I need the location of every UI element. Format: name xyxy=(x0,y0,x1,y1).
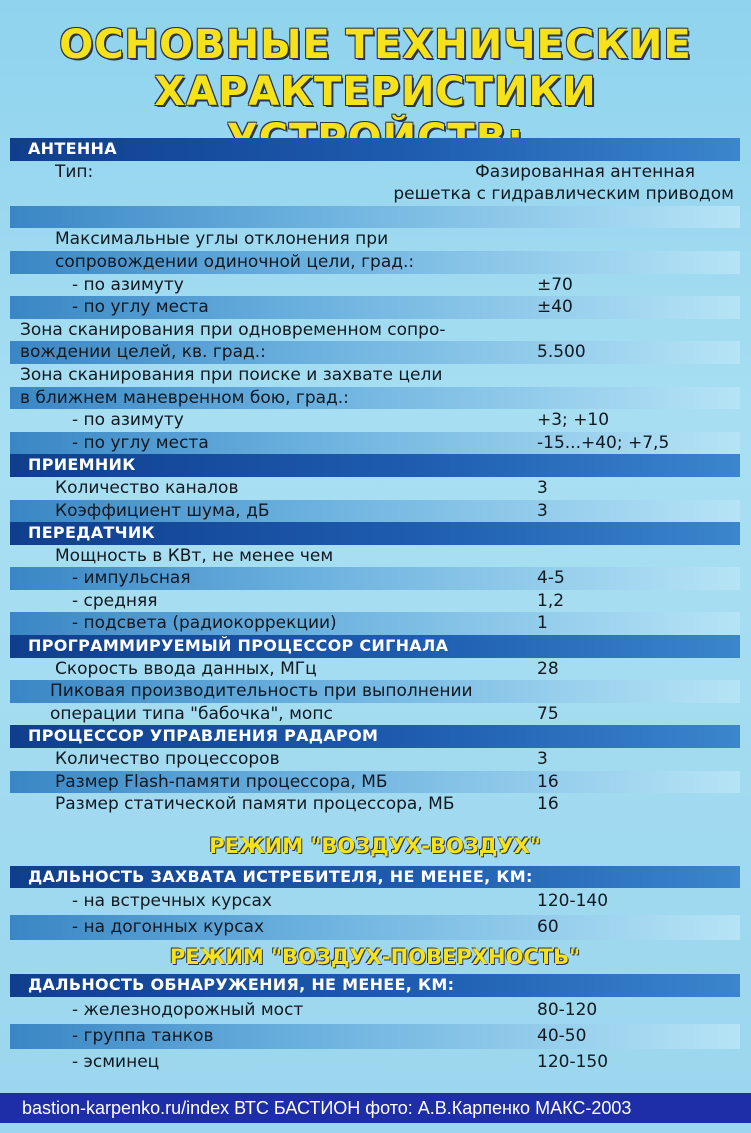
spec-value: 16 xyxy=(537,794,559,815)
spec-row xyxy=(10,161,740,184)
spec-row xyxy=(10,915,740,940)
mode-title-air-air: РЕЖИМ "ВОЗДУХ-ВОЗДУХ" xyxy=(209,833,541,858)
spec-row xyxy=(10,612,740,635)
spec-label: Зона сканирования при поиске и захвате цели xyxy=(20,364,443,385)
spec-label: - на встречных курсах xyxy=(72,891,272,912)
spec-row xyxy=(10,793,740,816)
spec-row xyxy=(10,364,740,387)
title-line-1: ОСНОВНЫЕ ТЕХНИЧЕСКИЕ xyxy=(59,22,692,68)
spec-row xyxy=(10,228,740,251)
spec-value: 80-120 xyxy=(537,1000,598,1020)
spec-row xyxy=(10,658,740,681)
spec-row xyxy=(10,590,740,613)
spec-row xyxy=(10,997,740,1024)
spec-label: - железнодорожный мост xyxy=(72,1000,304,1020)
spec-value: 1 xyxy=(537,613,548,634)
spec-label: Мощность в КВт, не менее чем xyxy=(55,545,334,566)
spec-row xyxy=(10,567,740,590)
spec-label: - на догонных курсах xyxy=(72,917,265,938)
spec-label: - средняя xyxy=(72,590,158,611)
spec-row xyxy=(10,748,740,771)
spec-value: +3; +10 xyxy=(537,410,610,431)
section-header-radar-processor: ПРОЦЕССОР УПРАВЛЕНИЯ РАДАРОМ xyxy=(10,725,740,748)
spec-sheet xyxy=(10,138,740,1075)
spec-label: Размер Flash-памяти процессора, МБ xyxy=(55,771,388,792)
spec-label: - по азимуту xyxy=(72,274,184,295)
spec-label: - эсминец xyxy=(72,1052,160,1072)
spec-row xyxy=(10,387,740,410)
spec-row xyxy=(10,500,740,523)
spec-label: Максимальные углы отклонения при xyxy=(55,229,389,250)
spec-value: ±70 xyxy=(537,274,573,295)
spec-value: -15...+40; +7,5 xyxy=(537,432,670,453)
section-header-signal-processor: ПРОГРАММИРУЕМЫЙ ПРОЦЕССОР СИГНАЛА xyxy=(10,635,740,658)
spec-value: 3 xyxy=(537,500,548,521)
spec-label: Коэффициент шума, дБ xyxy=(55,500,270,521)
spacer-row xyxy=(10,206,740,229)
spec-row xyxy=(10,341,740,364)
spec-value: 75 xyxy=(537,703,559,724)
spec-label: Пиковая производительность при выполнении xyxy=(50,681,473,702)
spec-label: - по углу места xyxy=(72,432,209,453)
section-header-antenna: АНТЕННА xyxy=(10,138,740,161)
spec-value: Фазированная антенная xyxy=(475,161,695,182)
spec-row xyxy=(10,409,740,432)
spec-value: 120-140 xyxy=(537,891,609,912)
spec-row xyxy=(10,432,740,455)
spec-row xyxy=(10,703,740,726)
spec-row xyxy=(10,251,740,274)
spec-label: Размер статической памяти процессора, МБ xyxy=(55,794,455,815)
spec-label: вождении целей, кв. град.: xyxy=(20,342,266,363)
spec-row xyxy=(10,1049,740,1075)
spec-value: 1,2 xyxy=(537,590,565,611)
section-header-receiver: ПРИЕМНИК xyxy=(10,454,740,477)
spec-row xyxy=(10,296,740,319)
spec-label: - импульсная xyxy=(72,568,191,589)
spec-label: операции типа "бабочка", мопс xyxy=(50,703,333,724)
spec-row xyxy=(10,319,740,342)
spec-value: 60 xyxy=(537,917,559,938)
spec-label: Скорость ввода данных, МГц xyxy=(55,658,317,679)
spec-label: - подсвета (радиокоррекции) xyxy=(72,613,337,634)
photo-credit-watermark: bastion-karpenko.ru/index ВТС БАСТИОН фото: А.В.Карпенко МАКС-2003 xyxy=(0,1093,751,1123)
title-line-2: ХАРАКТЕРИСТИКИ xyxy=(154,69,597,115)
spec-row xyxy=(10,183,740,206)
spec-value: 3 xyxy=(537,749,548,770)
spec-value: 28 xyxy=(537,658,559,679)
mode-title-air-surface: РЕЖИМ "ВОЗДУХ-ПОВЕРХНОСТЬ" xyxy=(169,945,581,970)
section-header-air-air: ДАЛЬНОСТЬ ЗАХВАТА ИСТРЕБИТЕЛЯ, НЕ МЕНЕЕ, КМ: xyxy=(10,866,740,889)
spec-value: 120-150 xyxy=(537,1052,609,1072)
spec-value: 3 xyxy=(537,477,548,498)
spec-row xyxy=(10,1024,740,1049)
spec-label: - группа танков xyxy=(72,1026,214,1046)
spec-label: сопровождении одиночной цели, град.: xyxy=(55,251,415,272)
spec-value: 5.500 xyxy=(537,342,586,363)
spec-row xyxy=(10,274,740,297)
spec-label: - по азимуту xyxy=(72,410,184,431)
spec-row xyxy=(10,888,740,915)
section-header-air-surface: ДАЛЬНОСТЬ ОБНАРУЖЕНИЯ, НЕ МЕНЕЕ, КМ: xyxy=(10,974,740,997)
spec-row xyxy=(10,545,740,568)
spec-row xyxy=(10,771,740,794)
spec-value: решетка с гидравлическим приводом xyxy=(393,184,734,205)
spec-label: Количество каналов xyxy=(55,477,239,498)
spec-value: 16 xyxy=(537,771,559,792)
spec-value: 40-50 xyxy=(537,1026,587,1046)
spec-label: в ближнем маневренном бою, град.: xyxy=(20,387,349,408)
spec-value: ±40 xyxy=(537,297,573,318)
spec-row xyxy=(10,477,740,500)
spec-label: - по углу места xyxy=(72,297,209,318)
spec-row xyxy=(10,680,740,703)
spec-label: Зона сканирования при одновременном сопро- xyxy=(20,319,446,340)
section-header-transmitter: ПЕРЕДАТЧИК xyxy=(10,522,740,545)
spec-label: Тип: xyxy=(55,161,94,182)
spec-value: 4-5 xyxy=(537,568,565,589)
spec-label: Количество процессоров xyxy=(55,749,280,770)
